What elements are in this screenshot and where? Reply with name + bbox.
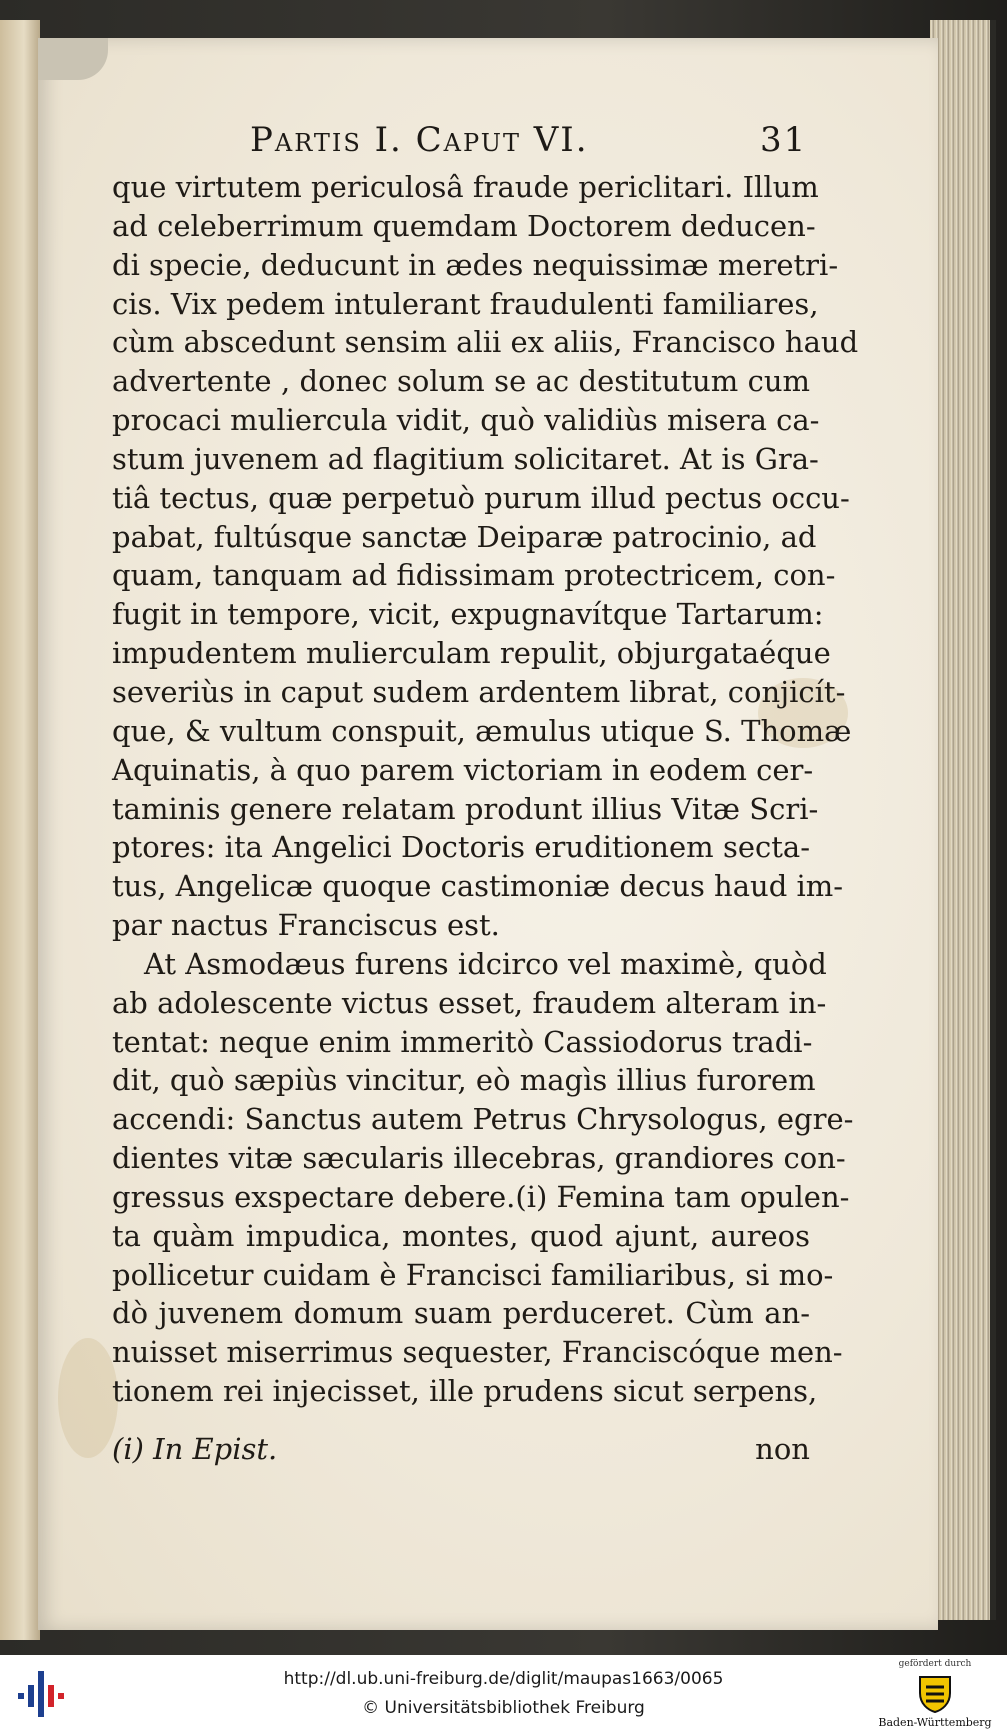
text-line: gressus exspectare debere.(i) Femina tam opulen- <box>112 1179 850 1214</box>
baden-wuerttemberg-crest-icon <box>918 1673 952 1713</box>
page-stain <box>58 1338 118 1458</box>
text-line: di specie, deducunt in ædes nequissimæ meretri- <box>112 247 839 282</box>
body-text <box>112 168 859 1411</box>
text-line: ta quàm impudica, montes, quod ajunt, aureos <box>112 1218 810 1253</box>
text-line: ptores: ita Angelici Doctoris eruditionem secta- <box>112 830 810 865</box>
text-line: Aquinatis, à quo parem victoriam in eodem cer- <box>112 752 814 787</box>
text-line: ab adolescente victus esset, fraudem alteram in- <box>112 985 827 1020</box>
text-line: tiâ tectus, quæ perpetuò purum illud pectus occu- <box>112 480 850 515</box>
text-line: advertente , donec solum se ac destitutum cum <box>112 364 810 399</box>
running-header-title: Partis I. Caput VI. <box>250 120 589 160</box>
page-number: 31 <box>760 120 808 160</box>
viewer-footer-bar <box>0 1655 1007 1733</box>
page-stack-edge <box>930 20 996 1620</box>
text-line: dientes vitæ sæcularis illecebras, grandiores con- <box>112 1141 846 1176</box>
document-url[interactable]: http://dl.ub.uni-freiburg.de/diglit/maupas1663/0065 <box>283 1669 724 1689</box>
text-line: At Asmodæus furens idcirco vel maximè, quòd <box>144 946 827 981</box>
text-line: ad celeberrimum quemdam Doctorem deducen- <box>112 208 816 243</box>
text-line: procaci muliercula vidit, quò validiùs misera ca- <box>112 403 820 438</box>
page-footer <box>112 1432 810 1472</box>
text-line: dò juvenem domum suam perduceret. Cùm an- <box>112 1296 810 1331</box>
text-line: que, & vultum conspuit, æmulus utique S. Thomæ <box>112 713 852 748</box>
text-line: dit, quò sæpiùs vincitur, eò magìs illius furorem <box>112 1063 816 1098</box>
text-line: cùm abscedunt sensim alii ex aliis, Francisco haud <box>112 325 859 360</box>
text-line: que virtutem periculosâ fraude periclitari. Illum <box>112 170 819 204</box>
copyright-notice: © Universitätsbibliothek Freiburg <box>362 1698 645 1718</box>
sponsor-name: Baden-Württemberg <box>878 1716 992 1729</box>
text-line: cis. Vix pedem intulerant fraudulenti familiares, <box>112 286 819 321</box>
text-line: pabat, fultúsque sanctæ Deiparæ patrocinio, ad <box>112 519 817 554</box>
text-line: severiùs in caput sudem ardentem librat, conjicít- <box>112 674 846 709</box>
sponsor-badge[interactable] <box>870 1659 1000 1731</box>
text-line: tionem rei injecisset, ille prudens sicut serpens, <box>112 1374 818 1409</box>
running-header <box>250 120 810 160</box>
text-line: nuisset miserrimus sequester, Franciscóque men- <box>112 1335 843 1370</box>
text-line: accendi: Sanctus autem Petrus Chrysologus, egre- <box>112 1102 854 1137</box>
text-line: par nactus Franciscus est. <box>112 908 500 943</box>
text-line: impudentem mulierculam repulit, objurgataéque <box>112 636 831 671</box>
text-line: tentat: neque enim immeritò Cassiodorus tradi- <box>112 1024 813 1059</box>
facing-page-edge <box>0 20 40 1640</box>
text-line: tus, Angelicæ quoque castimoniæ decus haud im- <box>112 869 844 904</box>
text-line: taminis genere relatam produnt illius Vitæ Scri- <box>112 791 819 826</box>
text-line: stum juvenem ad flagitium solicitaret. At is Gra- <box>112 441 819 476</box>
text-line: fugit in tempore, vicit, expugnavítque Tartarum: <box>112 597 824 632</box>
text-line: quam, tanquam ad fidissimam protectricem, con- <box>112 558 836 593</box>
text-line: pollicetur cuidam è Francisci familiaribus, si mo- <box>112 1257 834 1292</box>
binding-tab <box>38 38 108 80</box>
sponsor-caption: gefördert durch <box>898 1659 972 1669</box>
footnote: (i) In Epist. <box>112 1432 278 1466</box>
catchword: non <box>755 1432 810 1466</box>
